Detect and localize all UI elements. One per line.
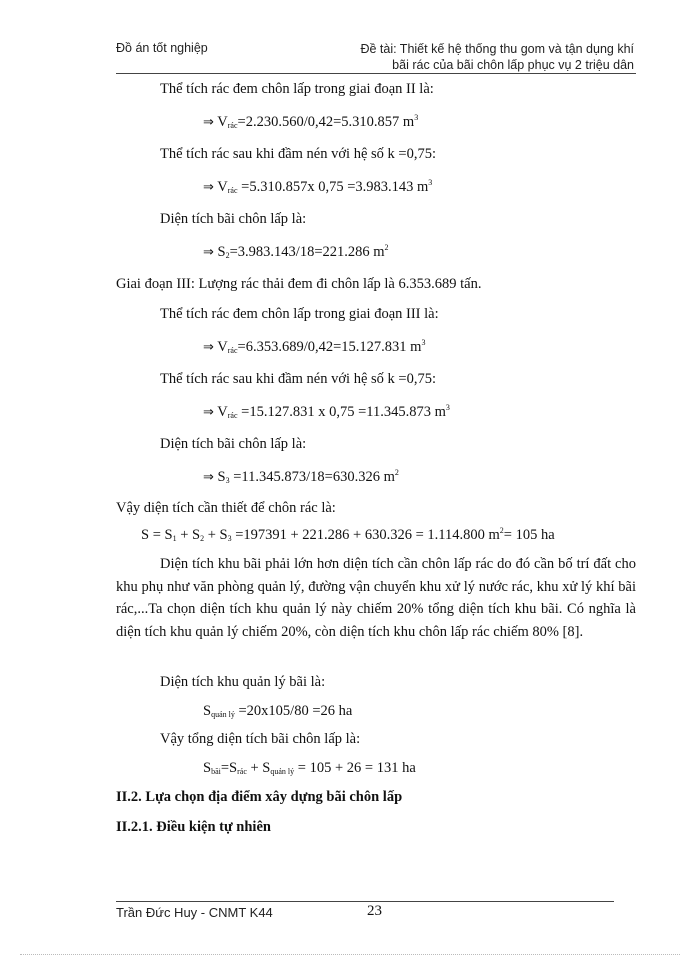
symbol: S <box>203 703 212 719</box>
footer-divider <box>116 901 614 902</box>
superscript: 3 <box>421 338 426 347</box>
paragraph-text: Diện tích khu bãi phải lớn hơn diện tích cần chôn lấp rác do đó cần bố trí đất cho khu phụ như văn phòng quản lý, đường vận chuyển khu xử lý nước rác, khu xử lý khí bãi rác,...Ta chọn diện tích khu quản lý này chiếm 20% tổng diện tích khu bãi. Có nghĩa là diện tích khu quản lý chiếm 20%, còn diện tích khu chôn lấp rác chiếm 80% [8]. <box>116 556 636 640</box>
text-line: Diện tích khu quản lý bãi là: <box>160 674 326 690</box>
symbol: V <box>217 339 228 355</box>
symbol: S <box>203 760 212 776</box>
formula <box>203 243 389 261</box>
expression: =20x105/80 =26 ha <box>234 703 353 719</box>
expression: =6.353.689/0,42=15.127.831 m <box>237 339 422 355</box>
subscript: rác <box>227 121 238 130</box>
subscript: 3 <box>225 476 230 485</box>
implies-icon: ⇒ <box>203 115 214 130</box>
formula <box>203 113 418 131</box>
implies-icon: ⇒ <box>203 245 214 260</box>
text-line: Giai đoạn III: Lượng rác thải đem đi chôn lấp là 6.353.689 tấn. <box>116 276 482 292</box>
expression: =2.230.560/0,42=5.310.857 m <box>237 114 415 130</box>
superscript: 2 <box>384 243 389 252</box>
text-line: Diện tích bãi chôn lấp là: <box>160 436 307 452</box>
text-line: Thể tích rác sau khi đầm nén với hệ số k =0,75: <box>160 146 436 162</box>
header-left: Đồ án tốt nghiệp <box>116 41 208 55</box>
formula <box>203 760 416 777</box>
page-number: 23 <box>367 903 382 919</box>
header-right-line1: Đề tài: Thiết kế hệ thống thu gom và tận dụng khí <box>360 42 634 56</box>
section-heading: II.2. Lựa chọn địa điểm xây dựng bãi chôn lấp <box>116 789 403 805</box>
formula <box>203 703 352 720</box>
page-edge <box>20 954 680 955</box>
formula <box>203 468 399 486</box>
subscript: 3 <box>227 534 232 543</box>
subsection-heading: II.2.1. Điều kiện tự nhiên <box>116 819 271 835</box>
expression: =11.345.873/18=630.326 m <box>229 469 395 485</box>
symbol: V <box>217 179 228 195</box>
symbol: + S <box>204 527 228 543</box>
subscript: quản lý <box>211 710 235 719</box>
symbol: V <box>217 114 228 130</box>
implies-icon: ⇒ <box>203 340 214 355</box>
superscript: 3 <box>445 403 450 412</box>
footer-author: Trần Đức Huy - CNMT K44 <box>116 905 273 920</box>
symbol: =S <box>220 760 238 776</box>
superscript: 2 <box>499 526 504 535</box>
superscript: 2 <box>394 468 399 477</box>
subscript: rác <box>227 411 238 420</box>
text-line: Thể tích rác đem chôn lấp trong giai đoạn II là: <box>160 81 434 97</box>
subscript: rác <box>227 346 238 355</box>
expression: =197391 + 221.286 + 630.326 = 1.114.800 m <box>231 527 500 543</box>
subscript: rác <box>237 767 247 776</box>
expression: =15.127.831 x 0,75 =11.345.873 m <box>237 404 446 420</box>
symbol: S = S <box>141 527 173 543</box>
subscript: 1 <box>172 534 177 543</box>
formula <box>203 338 425 356</box>
expression: =5.310.857x 0,75 =3.983.143 m <box>237 179 429 195</box>
subscript: bãi <box>211 767 221 776</box>
header-divider <box>116 73 636 74</box>
text-line: Vậy tổng diện tích bãi chôn lấp là: <box>160 731 361 747</box>
header-right <box>334 41 634 73</box>
expression: = 105 ha <box>503 527 555 543</box>
paragraph <box>116 553 636 643</box>
subscript: 2 <box>225 251 230 260</box>
symbol: V <box>217 404 228 420</box>
symbol: S <box>217 244 226 260</box>
expression: =3.983.143/18=221.286 m <box>229 244 385 260</box>
text-line: Thể tích rác đem chôn lấp trong giai đoạn III là: <box>160 306 439 322</box>
implies-icon: ⇒ <box>203 180 214 195</box>
symbol: S <box>217 469 226 485</box>
symbol: + S <box>246 760 271 776</box>
formula <box>203 178 432 196</box>
header-right-line2: bãi rác của bãi chôn lấp phục vụ 2 triệu dân <box>392 58 634 72</box>
subscript: quản lý <box>270 767 295 776</box>
subscript: 2 <box>200 534 205 543</box>
text-line: Thể tích rác sau khi đầm nén với hệ số k =0,75: <box>160 371 436 387</box>
subscript: rác <box>227 186 238 195</box>
text-line: Diện tích bãi chôn lấp là: <box>160 211 307 227</box>
implies-icon: ⇒ <box>203 405 214 420</box>
formula-total <box>141 526 555 544</box>
symbol: + S <box>176 527 201 543</box>
superscript: 3 <box>414 113 419 122</box>
text-line: Vậy diện tích cần thiết để chôn rác là: <box>116 500 336 516</box>
superscript: 3 <box>428 178 433 187</box>
expression: = 105 + 26 = 131 ha <box>294 760 416 776</box>
implies-icon: ⇒ <box>203 470 214 485</box>
formula <box>203 403 450 421</box>
